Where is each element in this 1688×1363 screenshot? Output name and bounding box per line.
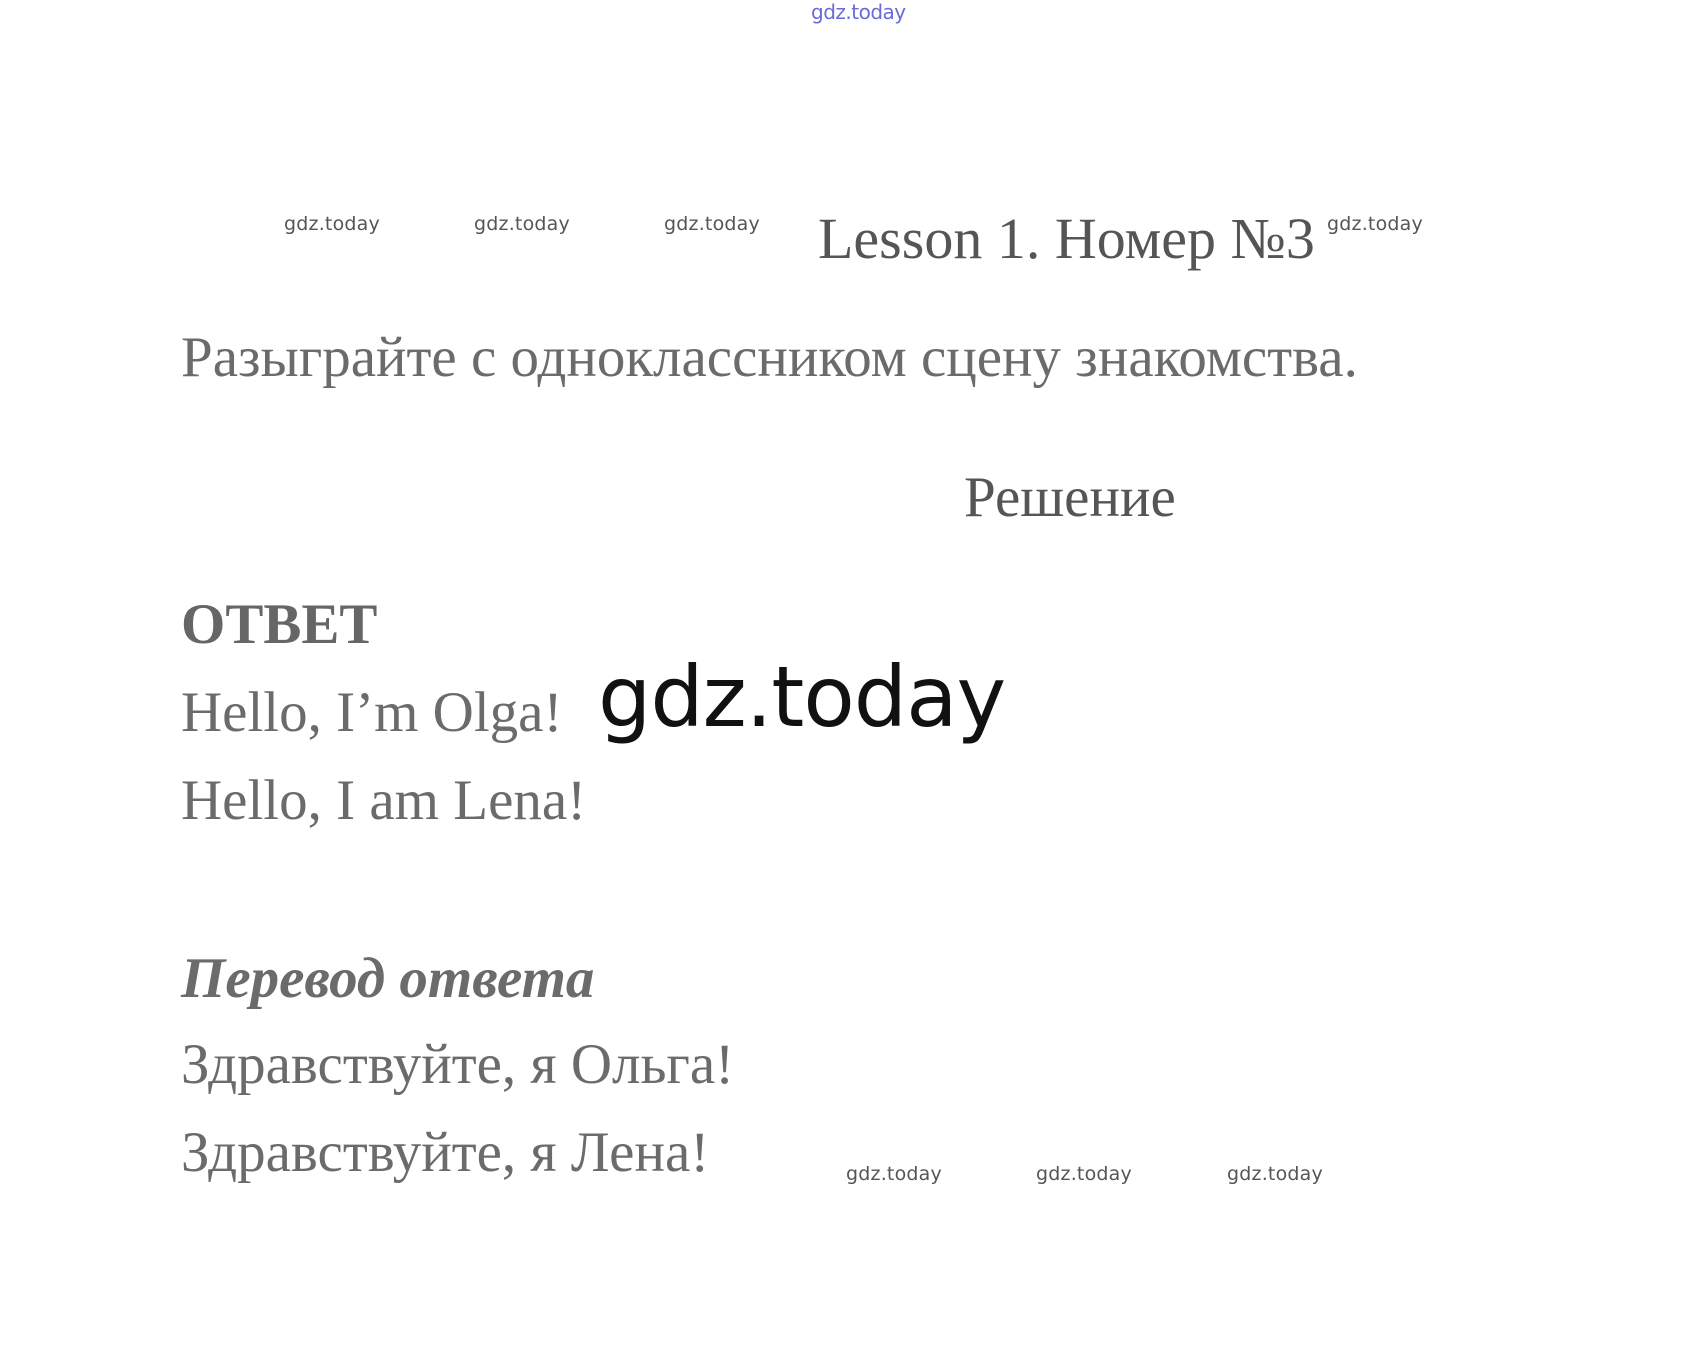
watermark-small: gdz.today bbox=[1227, 1163, 1323, 1185]
translation-line: Здравствуйте, я Лена! bbox=[181, 1121, 710, 1184]
solution-heading: Решение bbox=[964, 466, 1176, 529]
translation-heading: Перевод ответа bbox=[181, 947, 595, 1010]
answer-heading: ОТВЕТ bbox=[181, 593, 378, 656]
watermark-large: gdz.today bbox=[598, 648, 1006, 746]
task-text: Разыграйте с одноклассником сцену знакомства. bbox=[181, 326, 1358, 389]
watermark-small: gdz.today bbox=[664, 213, 760, 235]
answer-line: Hello, I’m Olga! bbox=[181, 681, 563, 744]
watermark-small: gdz.today bbox=[1327, 213, 1423, 235]
watermark-small: gdz.today bbox=[474, 213, 570, 235]
watermark-small: gdz.today bbox=[1036, 1163, 1132, 1185]
watermark-small: gdz.today bbox=[846, 1163, 942, 1185]
translation-line: Здравствуйте, я Ольга! bbox=[181, 1033, 735, 1096]
answer-line: Hello, I am Lena! bbox=[181, 769, 587, 832]
watermark-small: gdz.today bbox=[284, 213, 380, 235]
watermark-top: gdz.today bbox=[811, 0, 906, 24]
page-title: Lesson 1. Номер №3 bbox=[818, 206, 1315, 271]
